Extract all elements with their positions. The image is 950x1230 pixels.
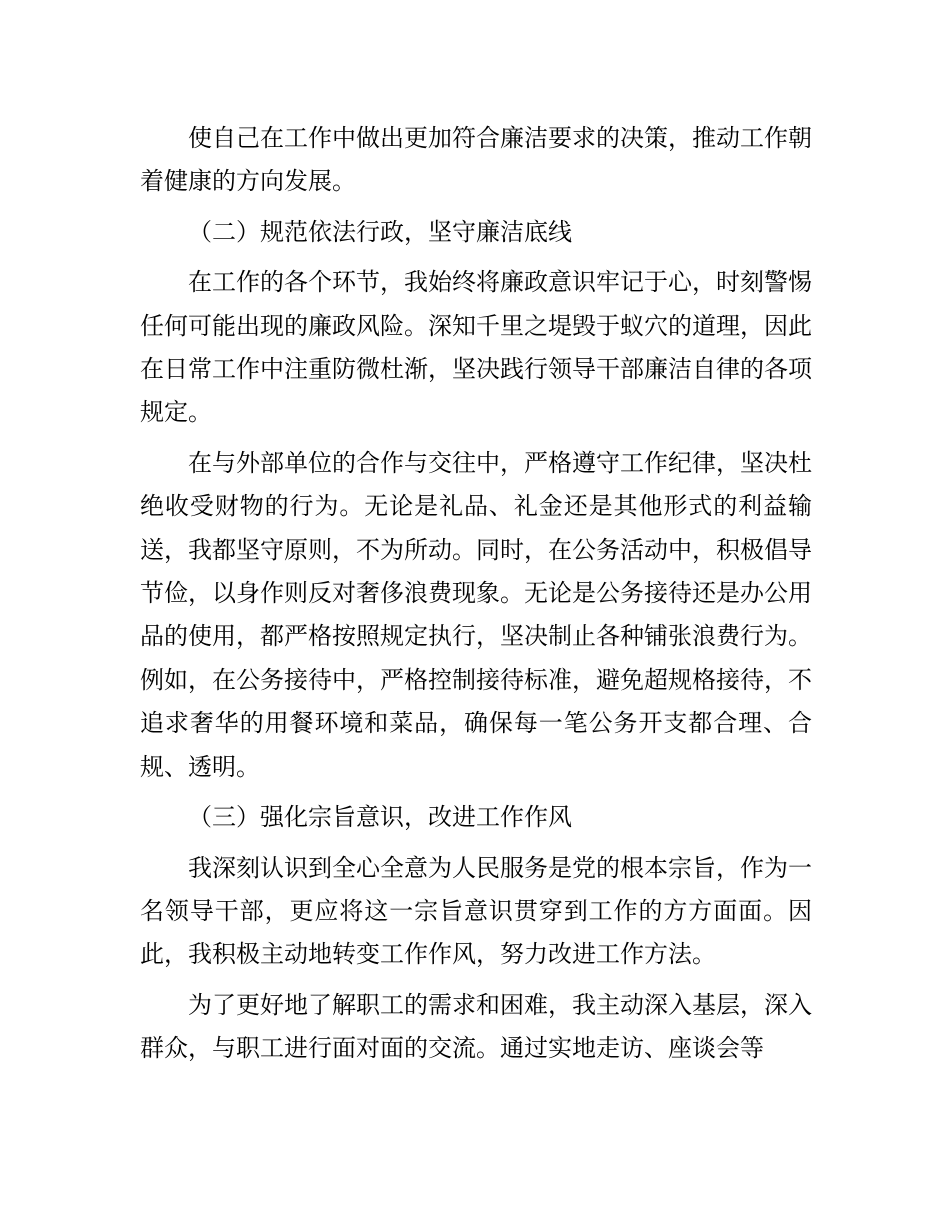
section-heading-2: （二）规范依法行政，坚守廉洁底线 <box>188 217 572 246</box>
paragraph-purpose-awareness: 我深刻认识到全心全意为人民服务是党的根本宗旨，作为一名领导干部，更应将这一宗旨意识贯穿到工作的方方面面。因此，我积极主动地转变工作作风，努力改进工作方法。 <box>140 853 812 969</box>
paragraph-continuation: 使自己在工作中做出更加符合廉洁要求的决策，推动工作朝着健康的方向发展。 <box>140 124 812 196</box>
document-body <box>140 117 812 1078</box>
paragraph-external-cooperation: 在与外部单位的合作与交往中，严格遵守工作纪律，坚决杜绝收受财物的行为。无论是礼品、礼金还是其他形式的利益输送，我都坚守原则，不为所动。同时，在公务活动中，积极倡导节俭，以身作则反对奢侈浪费现象。无论是公务接待还是办公用品的使用，都严格按照规定执行，坚决制止各种铺张浪费行为。例如，在公务接待中，严格控制接待标准，避免超规格接待，不追求奢华的用餐环境和菜品，确保每一笔公务开支都合理、合规、透明。 <box>140 448 812 781</box>
paragraph-integrity-awareness: 在工作的各个环节，我始终将廉政意识牢记于心，时刻警惕任何可能出现的廉政风险。深知千里之堤毁于蚁穴的道理，因此在日常工作中注重防微杜渐，坚决践行领导干部廉洁自律的各项规定。 <box>140 268 812 427</box>
section-heading-3: （三）强化宗旨意识，改进工作作风 <box>188 803 572 832</box>
paragraph-grassroots: 为了更好地了解职工的需求和困难，我主动深入基层，深入群众，与职工进行面对面的交流。通过实地走访、座谈会等 <box>140 990 812 1063</box>
